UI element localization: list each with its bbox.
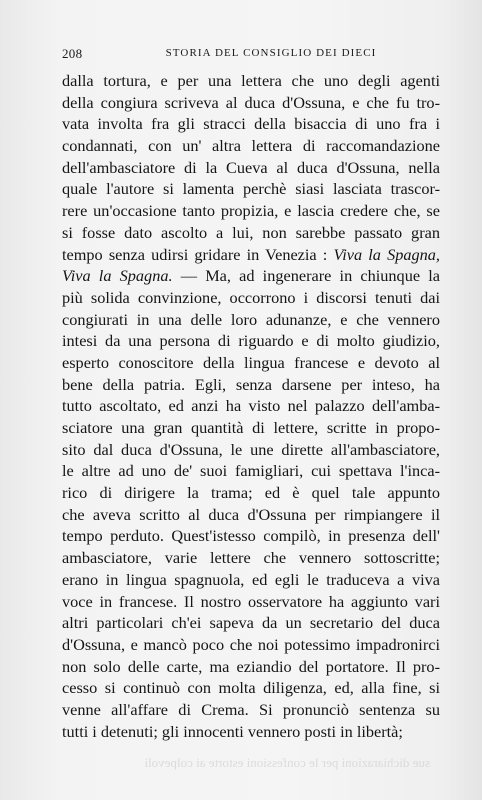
text-line: tutti i detenuti; gli innocenti vennero posti in libertà; — [62, 721, 403, 741]
italic-phrase: Viva la Spagna. — [62, 266, 173, 286]
text-line-with-italic — [62, 265, 440, 287]
text-line: della congiura scriveva al duca d'Ossuna, e che fu tro- — [62, 92, 440, 112]
text-line: dell'ambasciatore di la Cueva al duca d'Ossuna, nella — [62, 157, 440, 177]
text-line: quale l'autore si lamenta perchè siasi lasciata trascor- — [62, 179, 440, 199]
text-segment: — Ma, ad ingenerare in chiunque la — [172, 266, 440, 286]
body-text — [62, 70, 440, 742]
text-line: rico di dirigere la trama; ed è quel tale appunto — [62, 483, 440, 503]
text-line: esperto conoscitore della lingua francese e devoto al — [62, 352, 440, 372]
text-line: altri particolari ch'ei sapeva da un secretario del duca — [62, 613, 440, 633]
bleed-through-text: sue dichiarazioni per le confessioni estorte ai colpevoli — [144, 755, 430, 770]
text-line: sito dal duca d'Ossuna, le une dirette all'ambasciatore, — [62, 439, 440, 459]
text-line: le altre ad uno de' suoi famigliari, cui spettava l'inca- — [62, 461, 440, 481]
text-line: tempo perduto. Quest'istesso compilò, in presenza dell' — [62, 526, 440, 546]
text-line: venne all'affare di Crema. Si pronunciò sentenza su — [62, 699, 440, 719]
text-line: cesso si continuò con molta diligenza, ed, alla fine, si — [62, 678, 440, 698]
text-line: voce in francese. Il nostro osservatore ha aggiunto vari — [62, 591, 440, 611]
text-line: ambasciatore, varie lettere che vennero sottoscritte; — [62, 548, 440, 568]
italic-phrase: Viva la Spagna, — [333, 244, 440, 264]
text-line: d'Ossuna, e mancò poco che noi potessimo impadronirci — [62, 634, 440, 654]
text-line: non solo delle carte, ma eziandio del portatore. Il pro- — [62, 656, 440, 676]
running-head: STORIA DEL CONSIGLIO DEI DIECI — [165, 47, 377, 59]
text-line-with-italic — [62, 244, 440, 266]
text-line: vata involta fra gli stracci della bisaccia di uno fra i — [62, 114, 440, 134]
text-line: erano in lingua spagnuola, ed egli le traduceva a viva — [62, 569, 440, 589]
page-number: 208 — [62, 46, 83, 61]
text-line: dalla tortura, e per una lettera che uno degli agenti — [62, 71, 440, 90]
text-line: sciatore una gran quantità di lettere, scritte in propo- — [62, 418, 440, 437]
text-line: rere un'occasione tanto propizia, e lascia credere che, se — [62, 201, 440, 221]
text-line: bene della patria. Egli, senza darsene per inteso, ha — [62, 374, 440, 394]
text-line: intesi da una persona di riguardo e di molto giudizio, — [62, 331, 440, 351]
text-line: si fosse dato ascolto a lui, non sarebbe passato gran — [62, 222, 440, 242]
page-header — [62, 46, 430, 64]
text-line: condannati, con un' altra lettera di raccomandazione — [62, 136, 440, 156]
text-segment: tempo senza udirsi gridare in Venezia : — [62, 244, 328, 264]
text-line: che aveva scritto al duca d'Ossuna per rimpiangere il — [62, 504, 440, 524]
text-line: più solida convinzione, occorrono i discorsi tenuti dai — [62, 287, 440, 307]
text-line: tutto ascoltato, ed anzi ha visto nel palazzo dell'amba- — [62, 396, 440, 416]
text-line: congiurati in una delle loro adunanze, e che vennero — [62, 309, 440, 329]
